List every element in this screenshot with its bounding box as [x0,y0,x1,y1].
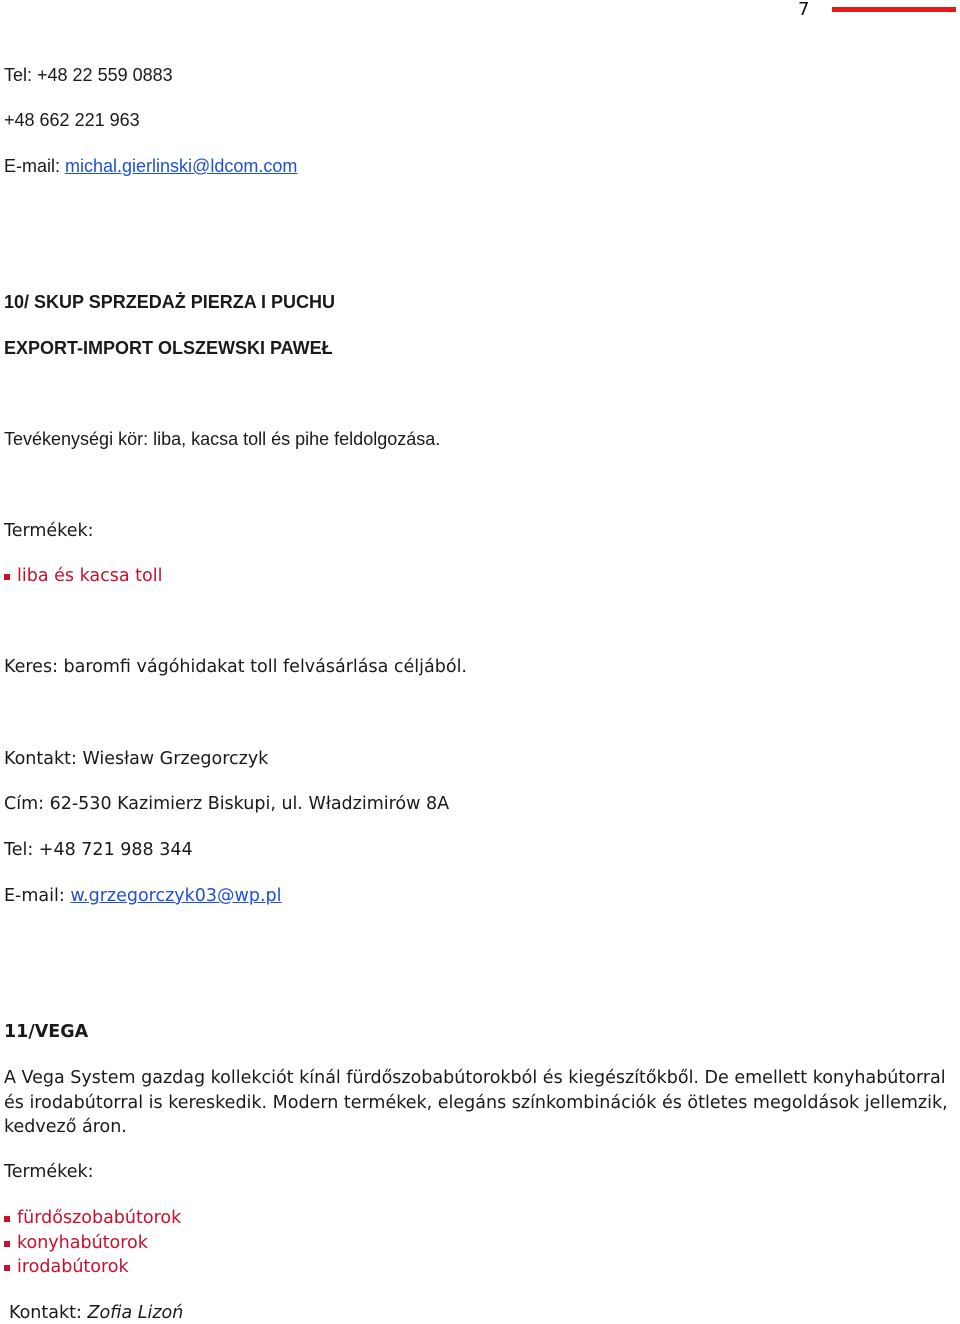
bullet-icon [4,1216,10,1222]
contact-tel: Tel: +48 22 559 0883 [4,65,173,85]
contact-tel-2: +48 662 221 963 [4,110,140,130]
contact-person: Kontakt: Wiesław Grzegorczyk [4,749,269,769]
email-link[interactable]: w.grzegorczyk03@wp.pl [70,886,282,906]
address: Cím: 62-530 Kazimierz Biskupi, ul. Władzimirów 8A [4,794,450,814]
list-item [4,1206,181,1231]
product-list [4,1206,181,1280]
company-description: A Vega System gazdag kollekciót kínál fürdőszobabútorokból és kiegészítőkből. De emellett konyhabútorral és irodabútorral is kereskedik. Modern termékek, elegáns színkombinációk és ötletes megoldások jellemzik, kedvező áron. [4,1068,948,1137]
bullet-icon [4,1265,10,1271]
contact-email-line [4,885,282,907]
page-number: 7 [798,0,810,20]
list-item [4,1231,181,1256]
product-label: fürdőszobabútorok [17,1208,182,1228]
bullet-icon [4,574,10,580]
product-list [4,564,162,589]
email-label: E-mail: [4,156,66,176]
header-accent-bar [832,7,956,12]
company-name: EXPORT-IMPORT OLSZEWSKI PAWEŁ [4,338,333,358]
products-label: Termékek: [4,1162,94,1182]
contact-person [9,1302,183,1324]
activity-text: Tevékenységi kör: liba, kacsa toll és pihe feldolgozása. [4,429,441,449]
products-label: Termékek: [4,521,94,541]
search-text: Keres: baromfi vágóhidakat toll felvásárlása céljából. [4,657,467,677]
contact-label: Kontakt: [9,1303,88,1323]
product-label: irodabútorok [17,1257,129,1277]
list-item [4,1255,181,1280]
contact-email-line [4,155,297,177]
section-heading: 10/ SKUP SPRZEDAŻ PIERZA I PUCHU [4,292,336,312]
email-label: E-mail: [4,886,71,906]
section-heading: 11/VEGA [4,1022,89,1042]
bullet-icon [4,1241,10,1247]
email-link[interactable]: michal.gierlinski@ldcom.com [65,156,298,176]
product-label: konyhabútorok [17,1232,148,1253]
list-item [4,564,162,589]
contact-tel: Tel: +48 721 988 344 [4,840,193,860]
product-label: liba és kacsa toll [17,566,163,586]
contact-name: Zofia Lizoń [87,1303,184,1323]
